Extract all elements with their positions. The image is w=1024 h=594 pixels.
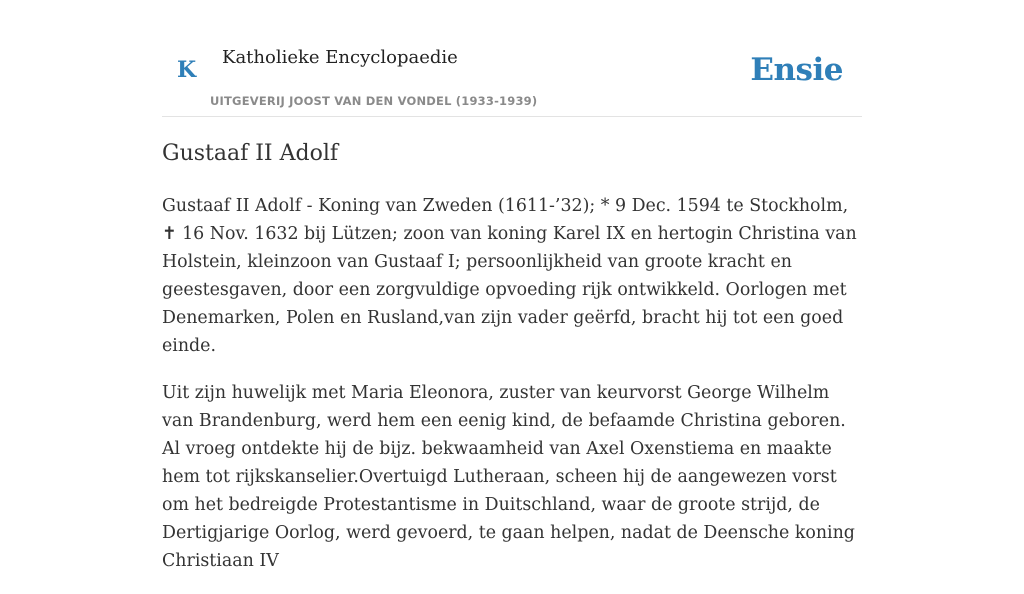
site-title[interactable]: Katholieke Encyclopaedie — [222, 47, 458, 68]
article-title: Gustaaf II Adolf — [162, 141, 339, 166]
ensie-brand-link[interactable]: Ensie — [750, 52, 843, 88]
site-header — [162, 0, 862, 117]
article-paragraph: Gustaaf II Adolf - Koning van Zweden (1611-’32); * 9 Dec. 1594 te Stockholm, ✝ 16 Nov. 1632 bij Lützen; zoon van koning Karel IX en hertogin Christina van Holstein, kleinzoon van Gustaaf I; persoonlijkheid van groote kracht en geestesgaven, door een zorgvuldige opvoeding rijk ontwikkeld. Oorlogen met Denemarken, Polen en Rusland,van zijn vader geërfd, bracht hij tot een goed einde. — [162, 196, 857, 356]
article-paragraph: Uit zijn huwelijk met Maria Eleonora, zuster van keurvorst George Wilhelm van Brandenburg, werd hem een eenig kind, de befaamde Christina geboren. Al vroeg ontdekte hij de bijz. bekwaamheid van Axel Oxenstiema en maakte hem tot rijkskanselier.Overtuigd Lutheraan, scheen hij de aangewezen vorst om het bedreigde Protestantisme in Duitschland, waar de groote strijd, de Dertigjarige Oorlog, werd gevoerd, te gaan helpen, nadat de Deensche koning Christiaan IV — [162, 383, 855, 571]
publisher-subtitle: UITGEVERIJ JOOST VAN DEN VONDEL (1933-1939) — [210, 94, 538, 108]
article-body — [162, 192, 864, 594]
site-logo[interactable]: K — [177, 57, 197, 83]
